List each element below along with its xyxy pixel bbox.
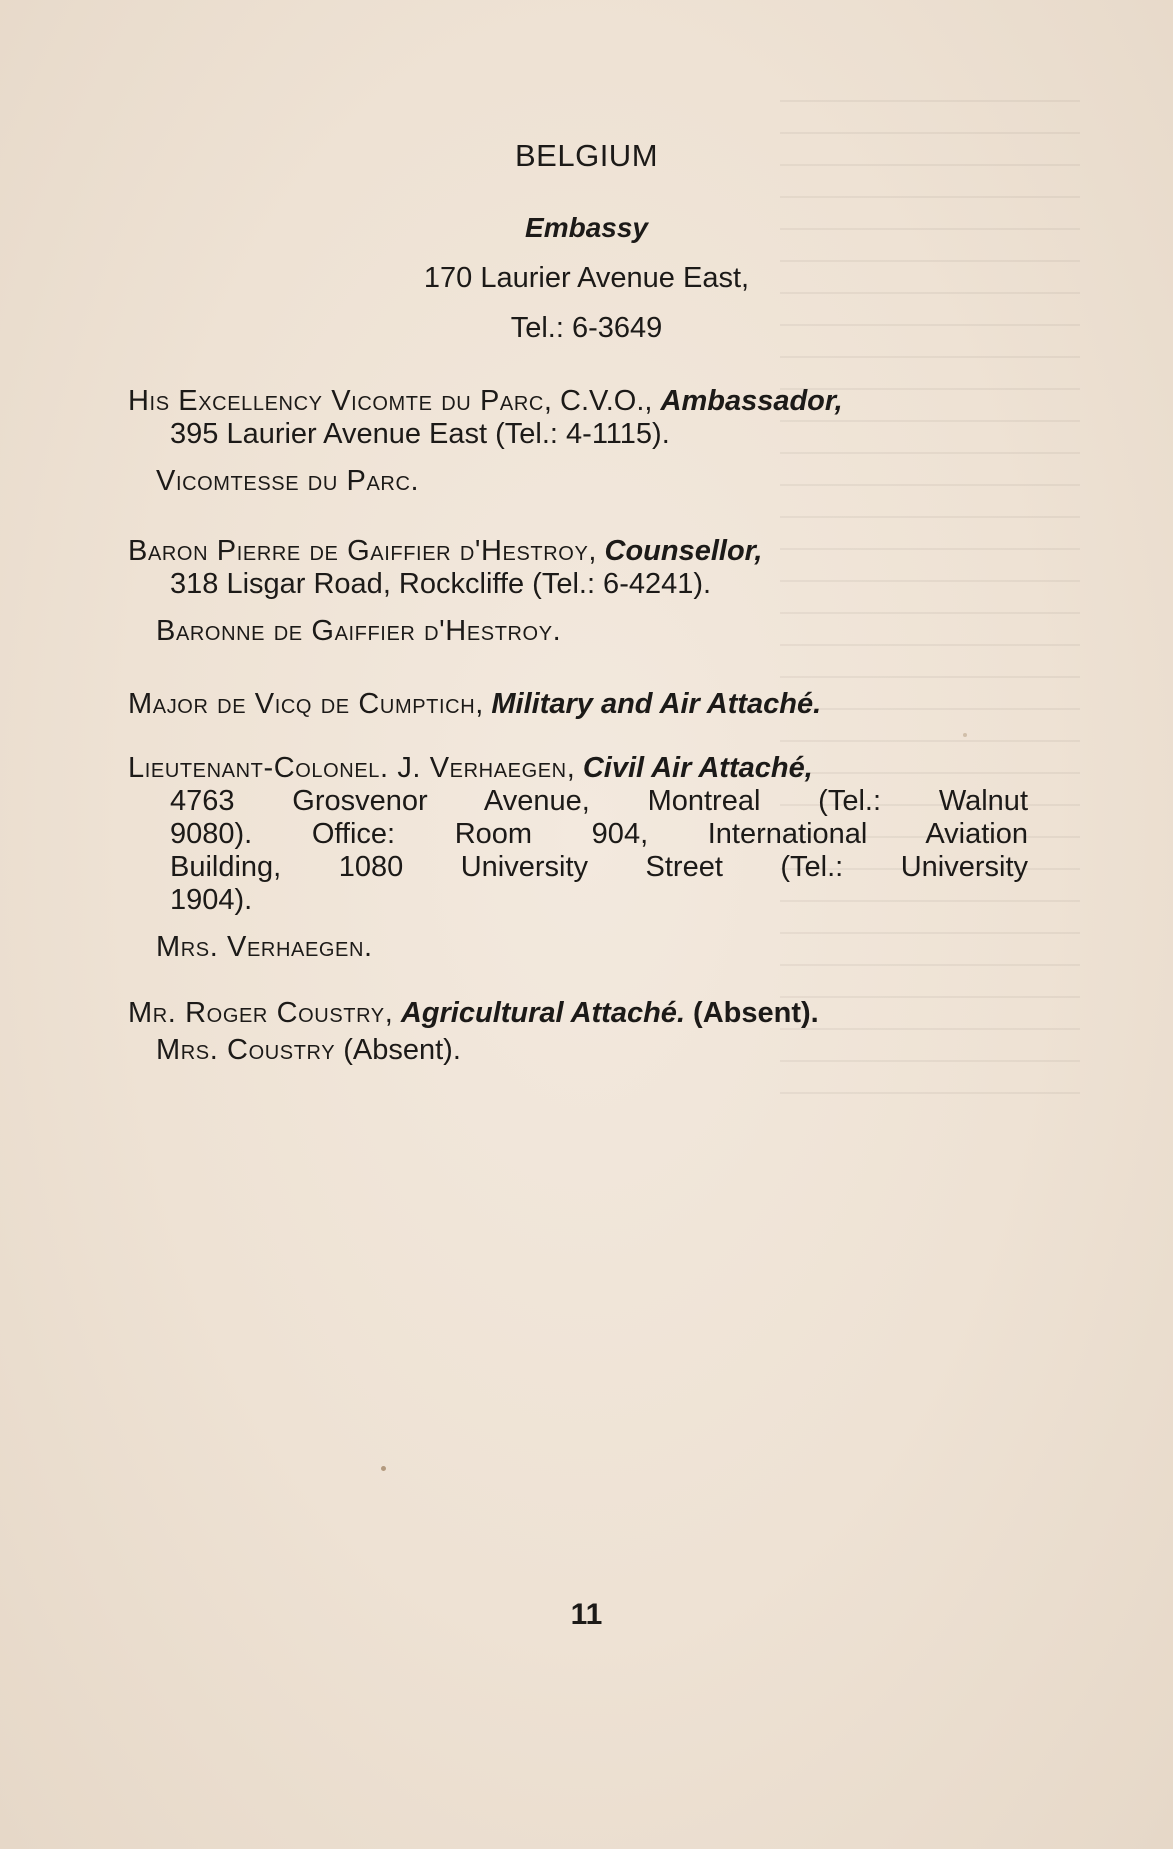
person-title: Military and Air Attaché. <box>491 688 822 720</box>
honours: , C.V.O., <box>543 385 661 417</box>
embassy-telephone: Tel.: 6-3649 <box>510 312 663 344</box>
entry-heading-line <box>128 385 1028 418</box>
paper-speck <box>963 733 967 737</box>
address-line-1: 4763 Grosvenor Avenue, Montreal (Tel.: Walnut <box>170 785 1028 817</box>
page-number: 11 <box>570 1598 603 1631</box>
spouse-name <box>128 615 1028 648</box>
entry-agricultural-attache <box>128 997 1028 1067</box>
mission-type: Embassy <box>525 212 648 243</box>
address-line-2: 9080). Office: Room 904, International Aviation <box>170 818 1028 850</box>
entry-ambassador <box>128 385 1028 498</box>
separator: , <box>566 752 583 784</box>
country-heading: BELGIUM <box>514 138 659 173</box>
spouse-name-text: Vicomtesse du Parc. <box>156 465 420 497</box>
paper-speck <box>381 1466 386 1471</box>
person-title: Civil Air Attaché, <box>582 752 813 784</box>
address-line-4: 1904). <box>170 884 253 916</box>
spouse-name-text: Baronne de Gaiffier d'Hestroy. <box>156 615 562 647</box>
person-name: Major de Vicq de Cumptich <box>128 688 476 720</box>
separator: , <box>475 688 492 720</box>
entry-counsellor <box>128 535 1028 648</box>
person-address: 318 Lisgar Road, Rockcliffe (Tel.: 6-4241). <box>170 568 712 600</box>
spouse-name-text: Mrs. Coustry <box>156 1034 336 1066</box>
entry-heading-line <box>128 535 1028 568</box>
spouse-name-text: Mrs. Verhaegen. <box>156 931 373 963</box>
spouse-name <box>128 465 1028 498</box>
separator: , <box>384 997 401 1029</box>
entry-civil-air-attache <box>128 752 1028 964</box>
person-title: Agricultural Attaché. <box>400 997 685 1029</box>
spouse-name <box>128 931 1028 964</box>
person-address: 395 Laurier Avenue East (Tel.: 4-1115). <box>170 418 670 450</box>
absent-status: (Absent). <box>685 997 819 1029</box>
entry-heading-line <box>128 997 1028 1030</box>
entry-heading-line <box>128 752 1028 785</box>
entry-heading-line <box>128 688 1028 721</box>
entry-military-attache <box>128 688 1028 721</box>
separator: , <box>588 535 605 567</box>
person-name: His Excellency Vicomte du Parc <box>128 385 544 417</box>
person-name: Lieutenant-Colonel. J. Verhaegen <box>128 752 567 784</box>
address-line-3: Building, 1080 University Street (Tel.: University <box>170 851 1028 883</box>
person-title: Ambassador, <box>660 385 843 417</box>
spouse-name <box>128 1034 1028 1067</box>
person-name: Baron Pierre de Gaiffier d'Hestroy <box>128 535 589 567</box>
person-name: Mr. Roger Coustry <box>128 997 385 1029</box>
person-title: Counsellor, <box>604 535 763 567</box>
spouse-absent-status: (Absent). <box>335 1034 461 1066</box>
embassy-address: 170 Laurier Avenue East, <box>423 262 750 294</box>
